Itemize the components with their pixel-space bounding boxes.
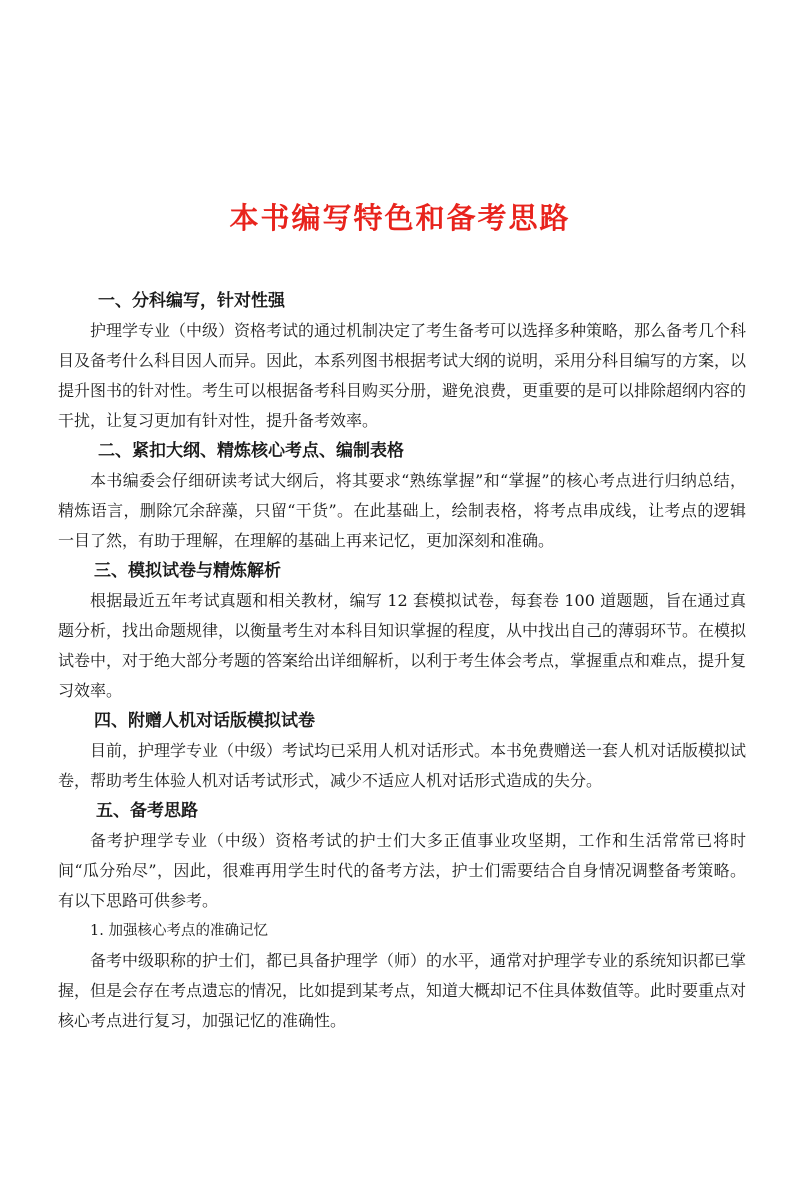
section-paragraph: 本书编委会仔细研读考试大纲后，将其要求“熟练掌握”和“掌握”的核心考点进行归纳总结，精炼语言，删除冗余辞藻，只留“干货”。在此基础上，绘制表格，将考点串成线，让考点的逻辑一目了然，有助于理解，在理解的基础上再来记忆，更加深刻和准确。: [58, 471, 746, 550]
document-title: 本书编写特色和备考思路: [229, 201, 571, 235]
section-heading: 三、模拟试卷与精炼解析: [94, 561, 281, 581]
section-paragraph: 护理学专业（中级）资格考试的通过机制决定了考生备考可以选择多种策略，那么备考几个科目及备考什么科目因人而异。因此，本系列图书根据考试大纲的说明，采用分科目编写的方案，以提升图书的针对性。考生可以根据备考科目购买分册，避免浪费，更重要的是可以排除超纲内容的干扰，让复习更加有针对性，提升备考效率。: [58, 321, 747, 430]
section-heading: 二、紧扣大纲、精炼核心考点、编制表格: [98, 441, 404, 461]
section-heading: 四、附赠人机对话版模拟试卷: [94, 711, 315, 731]
section-paragraph: 目前，护理学专业（中级）考试均已采用人机对话形式。本书免费赠送一套人机对话版模拟试卷，帮助考生体验人机对话考试形式，减少不适应人机对话形式造成的失分。: [58, 741, 747, 790]
section-heading: 五、备考思路: [96, 801, 198, 821]
section-paragraph: 根据最近五年考试真题和相关教材，编写 12 套模拟试卷，每套卷 100 道题题，旨在通过真题分析，找出命题规律，以衡量考生对本科目知识掌握的程度，从中找出自己的薄弱环节。在模拟试卷中，对于绝大部分考题的答案给出详细解析，以利于考生体会考点，掌握重点和难点，提升复习效率。: [58, 591, 747, 700]
section-paragraph: 备考护理学专业（中级）资格考试的护士们大多正值事业攻坚期，工作和生活常常已将时间“瓜分殆尽”，因此，很难再用学生时代的备考方法，护士们需要结合自身情况调整备考策略。有以下思路可供参考。: [58, 831, 746, 910]
section-5: [58, 796, 746, 1036]
section-1: [58, 286, 746, 436]
section-3: [58, 556, 746, 706]
section-heading: 一、分科编写，针对性强: [98, 291, 285, 311]
section-4: [58, 706, 746, 796]
subsection-paragraph: 备考中级职称的护士们，都已具备护理学（师）的水平，通常对护理学专业的系统知识都已掌握，但是会存在考点遗忘的情况，比如提到某考点，知道大概却记不住具体数值等。此时要重点对核心考点进行复习，加强记忆的准确性。: [58, 951, 747, 1030]
subsection-heading: 1. 加强核心考点的准确记忆: [90, 923, 268, 939]
document-body: [58, 286, 746, 1036]
section-2: [58, 436, 746, 556]
